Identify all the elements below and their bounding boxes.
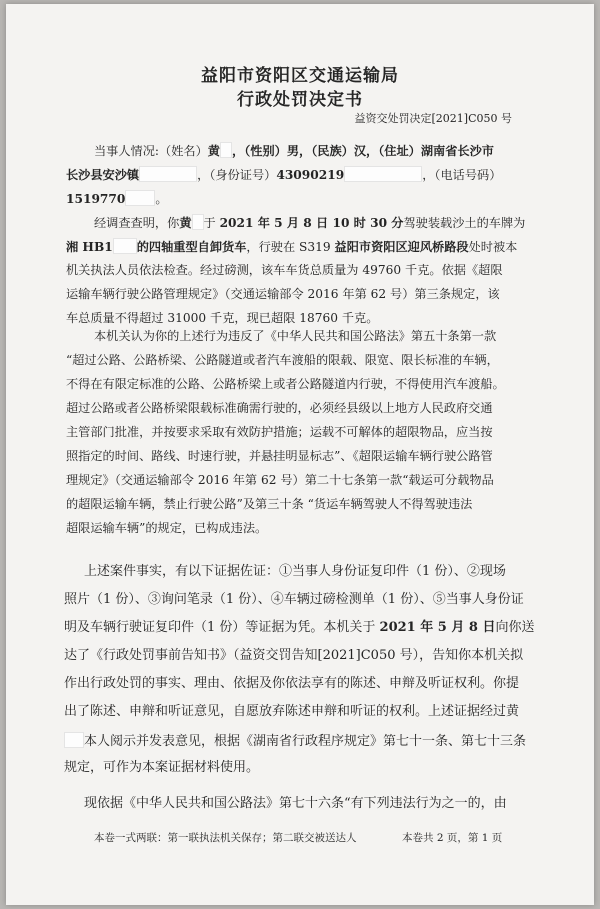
evidence-line-3: 明及车辆行驶证复印件（1 份）等证据为凭。本机关于 2021 年 5 月 8 日向你送 <box>64 620 535 635</box>
facts-line-5: 车总质量不得超过 31000 千克，现已超限 18760 千克。 <box>66 311 379 325</box>
redaction <box>139 166 197 182</box>
footer-copies-note: 本卷一式两联：第一联执法机关保存；第二联交被送达人 <box>94 832 357 844</box>
redaction <box>344 166 422 182</box>
party-info-line-1: 当事人情况:（姓名）黄 ，（性别）男，（民族）汉，（住址）湖南省长沙市 <box>94 144 494 158</box>
facts-line-2: 湘 HB1 的四轴重型自卸货车，行驶在 S319 益阳市资阳区迎风桥路段处时被本 <box>66 240 518 254</box>
violation-line-4: 超过公路或者公路桥梁限载标准确需行驶的，必须经县级以上地方人民政府交通 <box>66 401 493 415</box>
evidence-line-5: 作出行政处罚的事实、理由、依据及你依法享有的陈述、申辩及听证权利。你提 <box>64 676 520 691</box>
evidence-line-6: 出了陈述、申辩和听证意见，自愿放弃陈述申辩和听证的权利。上述证据经过黄 <box>64 704 520 719</box>
violation-line-7: 理规定》（交通运输部令 2016 年第 62 号）第二十七条第一款“载运可分载物品 <box>66 473 494 487</box>
document-number: 益资交处罚决定[2021]C050 号 <box>354 112 512 125</box>
evidence-line-2: 照片（1 份）、③询问笔录（1 份）、④车辆过磅检测单（1 份）、⑤当事人身份证 <box>64 592 524 607</box>
violation-line-5: 主管部门批准，并按要求采取有效防护措施；运载不可解体的超限物品，应当按 <box>66 425 493 439</box>
violation-line-1: 本机关认为你的上述行为违反了《中华人民共和国公路法》第五十条第一款 <box>94 329 497 343</box>
redaction <box>113 238 137 254</box>
facts-line-4: 运输车辆行驶公路管理规定》（交通运输部令 2016 年第 62 号）第三条规定，该 <box>66 287 500 301</box>
redaction <box>192 214 204 230</box>
facts-line-1: 经调查查明，你黄 于 2021 年 5 月 8 日 10 时 30 分驾驶装载沙土的车牌为 <box>94 216 526 230</box>
violation-line-3: 不得在有限定标准的公路、公路桥梁上或者公路隧道内行驶，不得使用汽车渡船。 <box>66 377 505 391</box>
violation-line-8: 的超限运输车辆，禁止行驶公路”及第三十条 “货运车辆驾驶人不得驾驶违法 <box>66 497 473 511</box>
document-page <box>6 4 594 905</box>
redaction <box>64 732 84 748</box>
issuing-authority: 益阳市资阳区交通运输局 <box>201 66 399 86</box>
decision-line-1: 现依据《中华人民共和国公路法》第七十六条“有下列违法行为之一的，由 <box>84 796 507 811</box>
redaction <box>125 190 155 206</box>
evidence-line-8: 规定，可作为本案证据材料使用。 <box>64 760 260 775</box>
evidence-line-4: 达了《行政处罚事前告知书》（益资交罚告知[2021]C050 号），告知你本机关拟 <box>64 648 524 663</box>
party-info-line-2: 长沙县安沙镇 ，（身份证号）43090219 ，（电话号码） <box>66 168 502 182</box>
facts-line-3: 机关执法人员依法检查。经过磅测，该车车货总质量为 49760 千克。依据《超限 <box>66 263 503 277</box>
footer-page-number: 本卷共 2 页，第 1 页 <box>402 832 503 844</box>
document-title: 行政处罚决定书 <box>237 90 363 110</box>
evidence-line-1: 上述案件事实，有以下证据佐证：①当事人身份证复印件（1 份）、②现场 <box>84 564 506 579</box>
violation-line-6: 照指定的时间、路线、时速行驶，并悬挂明显标志”、《超限运输车辆行驶公路管 <box>66 449 493 463</box>
redaction <box>220 142 232 158</box>
party-info-line-3: 1519770 。 <box>66 192 168 206</box>
violation-line-9: 超限运输车辆”的规定，已构成违法。 <box>66 521 268 535</box>
violation-line-2: “超过公路、公路桥梁、公路隧道或者汽车渡船的限载、限宽、限长标准的车辆， <box>66 353 499 367</box>
evidence-line-7: 本人阅示并发表意见，根据《湖南省行政程序规定》第七十一条、第七十三条 <box>64 732 526 750</box>
